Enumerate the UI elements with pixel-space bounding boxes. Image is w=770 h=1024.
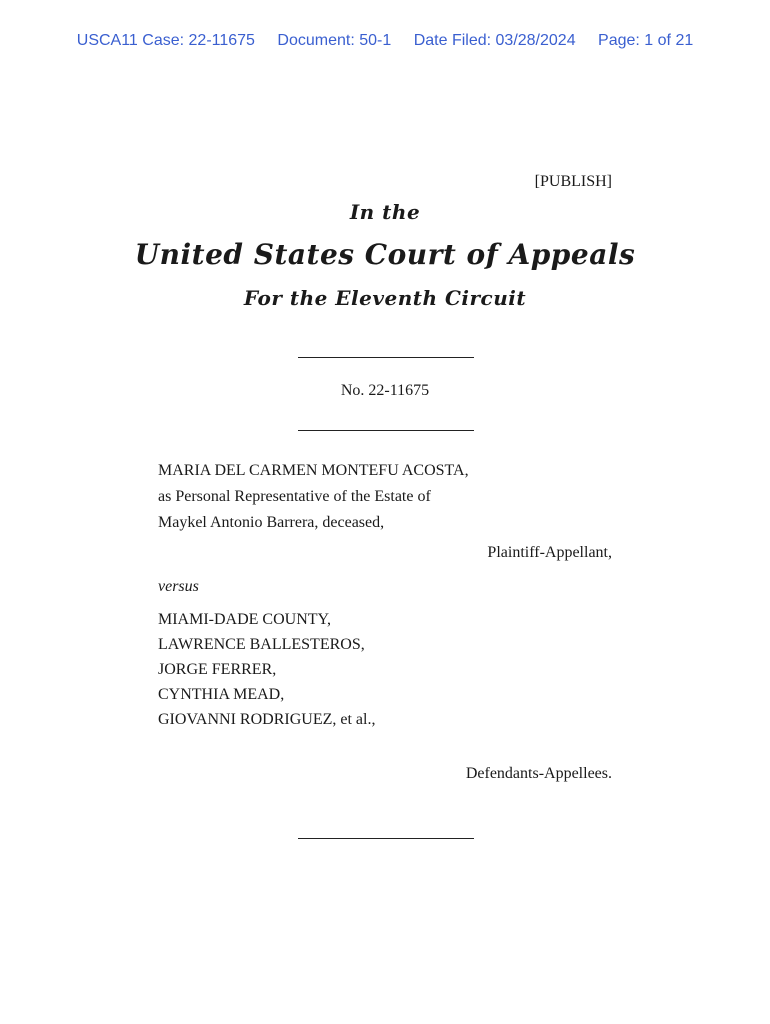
- divider-rule: [298, 838, 474, 839]
- plaintiff-role: Plaintiff-Appellant,: [487, 544, 612, 561]
- filing-stamp-header: [0, 32, 770, 50]
- publish-tag: [PUBLISH]: [534, 173, 612, 190]
- court-heading-in-the: In the: [349, 200, 421, 224]
- defendant-line: LAWRENCE BALLESTEROS,: [158, 636, 365, 653]
- stamp-case-number: USCA11 Case: 22-11675: [76, 32, 255, 49]
- defendant-line: CYNTHIA MEAD,: [158, 686, 285, 703]
- divider-rule: [298, 357, 474, 358]
- versus-label: versus: [158, 578, 199, 595]
- defendants-role: Defendants-Appellees.: [465, 765, 612, 782]
- plaintiff-name-line: MARIA DEL CARMEN MONTEFU ACOSTA,: [158, 462, 469, 479]
- stamp-page-number: Page: 1 of 21: [598, 32, 694, 49]
- defendant-line: GIOVANNI RODRIGUEZ, et al.,: [158, 711, 376, 728]
- plaintiff-capacity-line: as Personal Representative of the Estate of: [158, 488, 431, 505]
- court-name-heading: United States Court of Appeals: [134, 238, 636, 271]
- case-number: No. 22-11675: [340, 382, 430, 399]
- divider-rule: [298, 430, 474, 431]
- defendant-line: MIAMI-DADE COUNTY,: [158, 611, 332, 628]
- plaintiff-estate-line: Maykel Antonio Barrera, deceased,: [158, 514, 385, 531]
- stamp-date-filed: Date Filed: 03/28/2024: [413, 32, 576, 49]
- court-circuit-heading: For the Eleventh Circuit: [243, 286, 527, 310]
- defendant-line: JORGE FERRER,: [158, 661, 277, 678]
- stamp-document-number: Document: 50-1: [277, 32, 392, 49]
